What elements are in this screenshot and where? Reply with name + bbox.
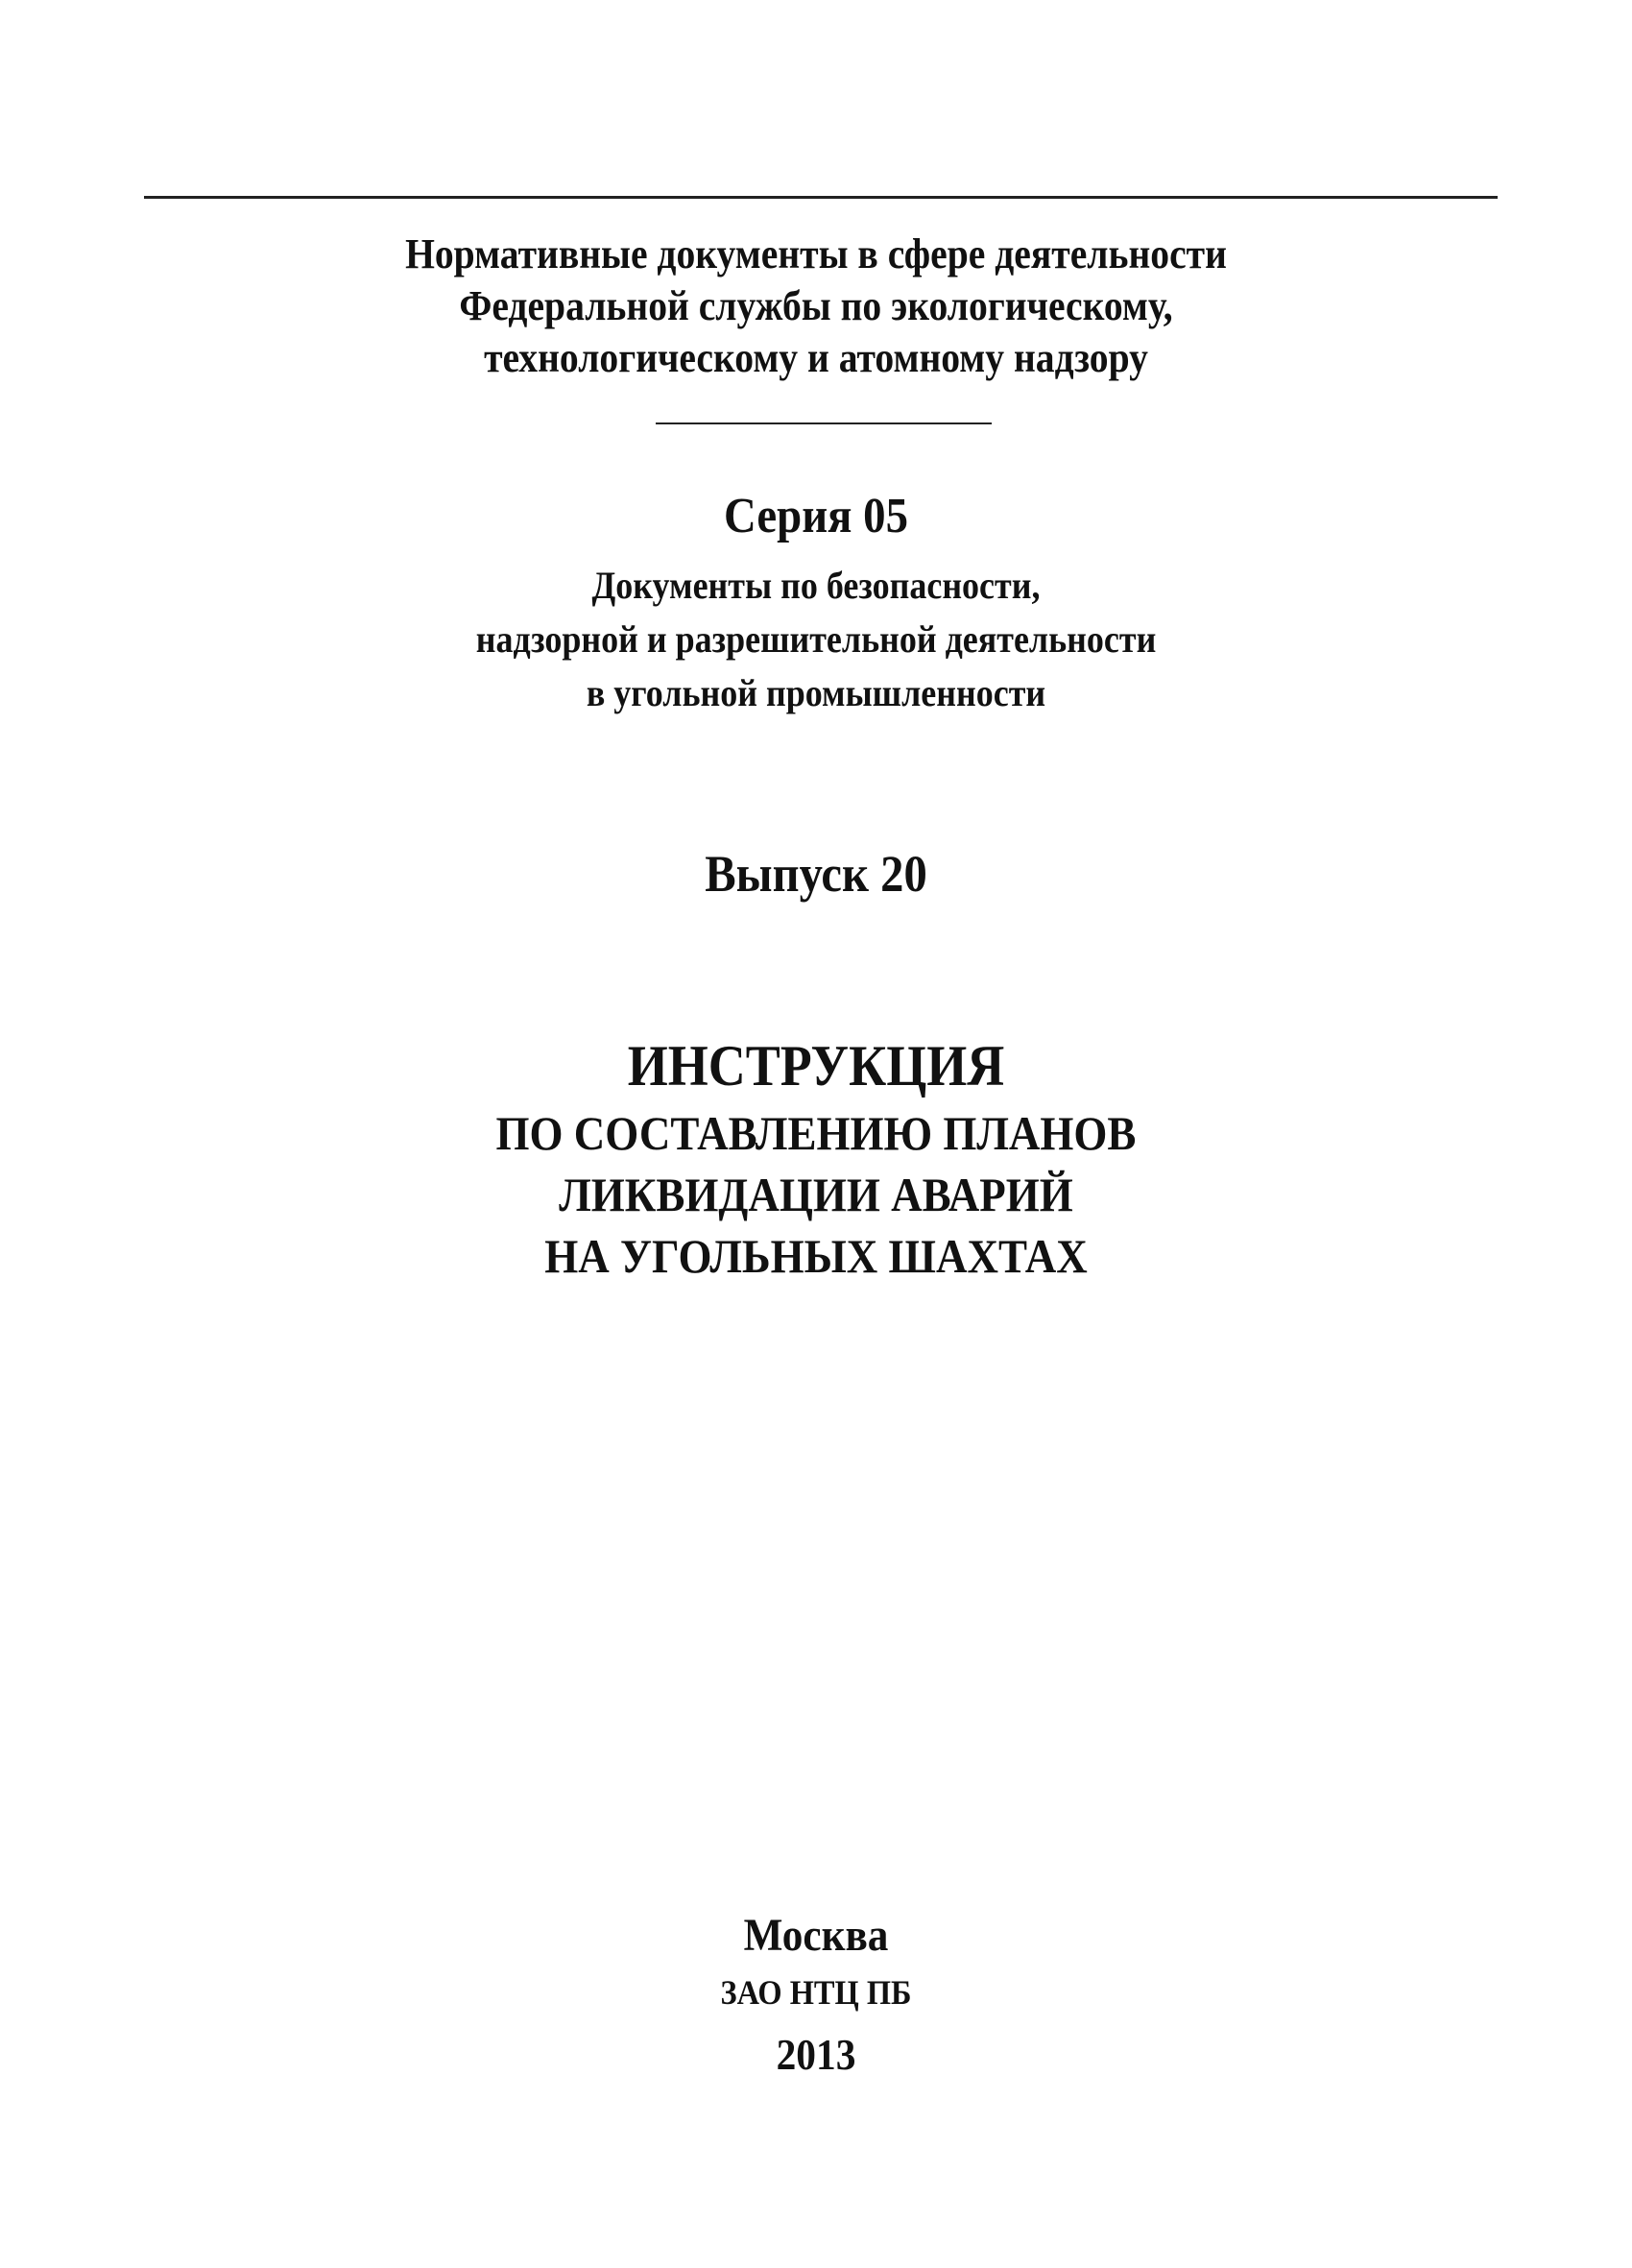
series-line: Документы по безопасности,: [591, 564, 1041, 607]
series-line: надзорной и разрешительной деятельности: [475, 617, 1157, 661]
subtitle-line: ПО СОСТАВЛЕНИЮ ПЛАНОВ: [495, 1106, 1137, 1160]
header-divider: [656, 422, 992, 424]
header-line: Федеральной службы по экологическому,: [459, 282, 1173, 329]
series-line: в угольной промышленности: [586, 671, 1046, 714]
header-line: Нормативные документы в сфере деятельности: [405, 230, 1227, 277]
document-subtitle: [82, 1102, 1550, 1287]
series-title: Серия 05: [724, 489, 908, 543]
regulatory-header: [82, 229, 1550, 384]
subtitle-line: НА УГОЛЬНЫХ ШАХТАХ: [544, 1229, 1088, 1283]
subtitle-line: ЛИКВИДАЦИИ АВАРИЙ: [559, 1168, 1073, 1221]
series-description: [82, 559, 1550, 720]
issue-number: Выпуск 20: [705, 845, 927, 903]
imprint-publisher: ЗАО НТЦ ПБ: [720, 1973, 912, 2012]
imprint-city: Москва: [743, 1910, 889, 1961]
document-title: ИНСТРУКЦИЯ: [627, 1034, 1005, 1098]
imprint-year: 2013: [776, 2030, 856, 2079]
header-line: технологическому и атомному надзору: [484, 334, 1148, 381]
top-divider: [144, 196, 1498, 199]
